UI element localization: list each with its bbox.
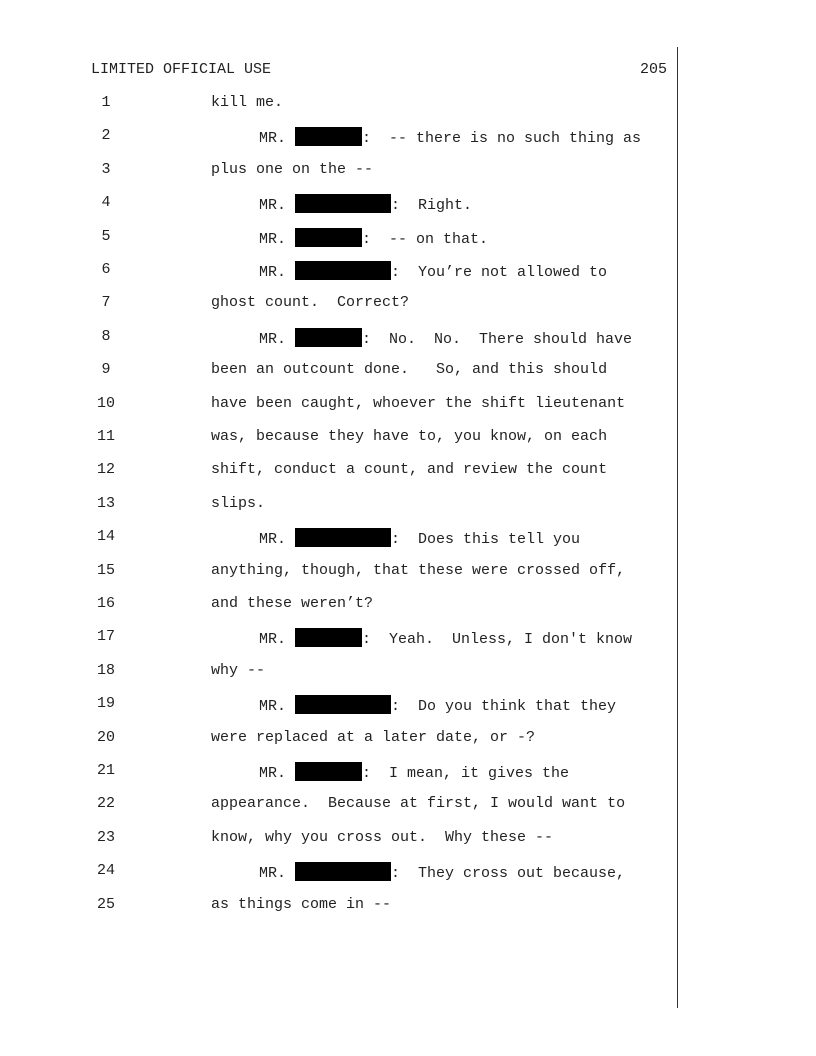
transcript-line [0,395,670,415]
line-number: 15 [96,561,115,579]
line-number: 8 [101,327,111,345]
line-number: 14 [96,528,115,546]
transcript-line [0,829,670,849]
speech-text: : No. No. There should have [362,330,633,348]
speaker-line-text [259,328,632,348]
line-text: know, why you cross out. Why these -- [211,828,554,846]
transcript-line [0,896,670,916]
redacted-name [295,261,391,280]
line-text: ghost count. Correct? [211,294,410,312]
speaker-title: MR. [259,531,296,549]
classification-marking: LIMITED OFFICIAL USE [91,61,272,78]
redacted-name [295,228,362,247]
redacted-name [295,628,362,647]
line-number: 12 [96,461,115,479]
transcript-line [0,228,670,248]
speaker-title: MR. [259,330,296,348]
transcript-line [0,662,670,682]
transcript-line [0,528,670,548]
transcript-line [0,495,670,515]
transcript-line [0,595,670,615]
transcript-line [0,328,670,348]
line-text: been an outcount done. So, and this should [211,361,608,379]
speech-text: : You’re not allowed to [391,264,608,281]
line-text: plus one on the -- [211,160,374,178]
speaker-line-text [259,628,632,648]
line-number: 18 [96,661,115,679]
line-number: 25 [96,895,115,913]
speaker-title: MR. [259,230,296,248]
transcript-line [0,628,670,648]
transcript-line [0,94,670,114]
transcript-line [0,795,670,815]
transcript-line [0,562,670,582]
redacted-name [295,528,391,547]
speech-text: : Yeah. Unless, I don't know [362,631,633,649]
line-number: 11 [96,428,115,445]
speech-text: : Right. [391,197,473,215]
redacted-name [295,127,362,146]
transcript-line [0,428,670,448]
speaker-title: MR. [259,264,296,281]
speech-text: : I mean, it gives the [362,765,570,782]
redacted-name [295,762,362,781]
speaker-line-text [259,695,616,715]
line-number: 19 [96,695,115,713]
line-number: 24 [96,862,115,880]
line-number: 16 [96,595,115,612]
line-number: 4 [101,194,111,212]
transcript-line [0,461,670,481]
speaker-title: MR. [259,765,296,782]
line-number: 9 [101,361,111,379]
speech-text: : -- there is no such thing as [362,130,642,148]
line-text: and these weren’t? [211,595,374,612]
speaker-line-text [259,261,607,281]
redacted-name [295,695,391,714]
speaker-title: MR. [259,631,296,649]
line-text: shift, conduct a count, and review the count [211,461,608,479]
line-number: 17 [96,628,115,646]
line-number: 10 [96,394,115,412]
speaker-line-text [259,228,488,248]
redacted-name [295,194,391,213]
line-text: kill me. [211,94,284,111]
line-number: 5 [101,227,111,245]
line-number: 23 [96,828,115,846]
speaker-line-text [259,862,625,882]
line-number: 2 [101,127,111,145]
line-text: was, because they have to, you know, on each [211,428,608,445]
speaker-line-text [259,528,580,548]
speaker-title: MR. [259,130,296,148]
line-number: 20 [96,728,115,746]
speaker-line-text [259,762,569,782]
line-text: were replaced at a later date, or -? [211,728,536,746]
speech-text: : Does this tell you [391,531,581,549]
line-number: 13 [96,494,115,512]
transcript-line [0,862,670,882]
speaker-line-text [259,194,472,214]
line-number: 3 [101,160,111,178]
transcript-line [0,194,670,214]
line-number: 7 [101,294,111,312]
line-text: as things come in -- [211,895,392,913]
transcript-line [0,762,670,782]
transcript-line [0,127,670,147]
line-text: have been caught, whoever the shift lieutenant [211,394,626,412]
speaker-title: MR. [259,197,296,215]
line-text: why -- [211,661,266,679]
speech-text: : They cross out because, [391,865,626,883]
transcript-line [0,261,670,281]
speaker-line-text [259,127,641,147]
line-number: 21 [96,762,115,779]
speaker-title: MR. [259,698,296,716]
transcript-line [0,695,670,715]
speaker-title: MR. [259,865,296,883]
line-number: 1 [101,94,111,111]
transcript-line [0,729,670,749]
redacted-name [295,862,391,881]
line-number: 6 [101,261,111,278]
transcript-line [0,361,670,381]
line-text: appearance. Because at first, I would want to [211,795,626,813]
line-text: anything, though, that these were crossed off, [211,561,626,579]
speech-text: : Do you think that they [391,698,617,716]
redacted-name [295,328,362,347]
speech-text: : -- on that. [362,230,489,248]
line-number: 22 [96,795,115,813]
transcript-line [0,294,670,314]
page-number: 205 [639,61,667,78]
transcript-line [0,161,670,181]
line-text: slips. [211,494,266,512]
